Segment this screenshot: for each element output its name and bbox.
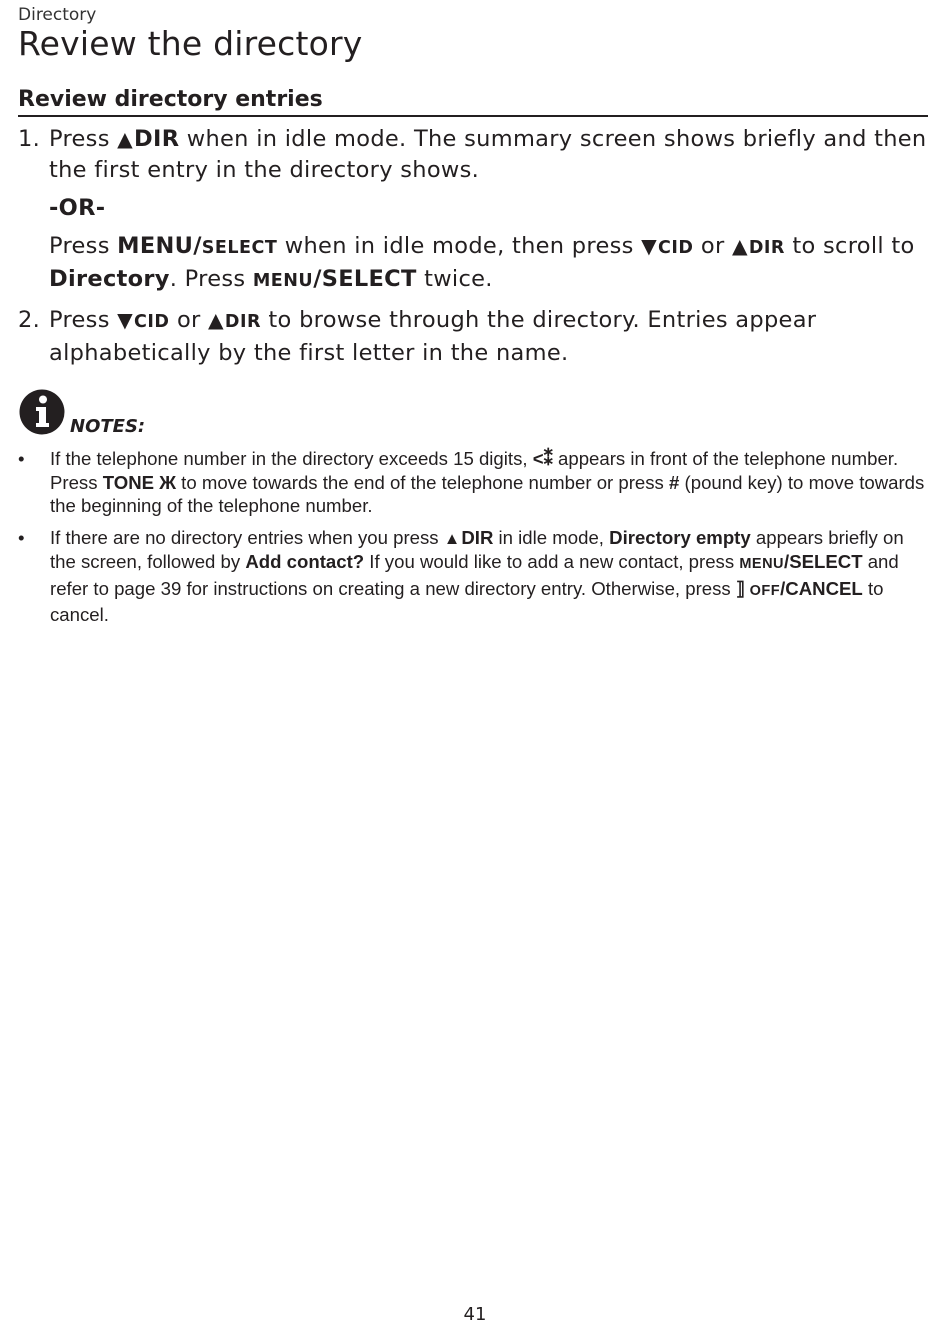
cid-key: CID [134, 312, 170, 332]
page-number: 41 [463, 1304, 487, 1325]
section-label: Directory [18, 5, 97, 25]
dir-key: DIR [748, 238, 785, 258]
bullet: • [18, 448, 25, 469]
backspace-key: < [532, 448, 544, 469]
tone-star-icon: Ж [159, 471, 176, 493]
note-item: • If there are no directory entries when you press ▲DIR in idle mode, Directory empty appears briefly on the screen, followed by Add contact? If you would like to add a new contact, press MENU/SELECT and refer to page 39 for instructions on creating a new directory entry. Otherwise, press ⟧ OFF/CANCEL to cancel. [18, 526, 904, 625]
menu-key: MENU [252, 271, 314, 291]
page-title: Review the directory [18, 24, 363, 63]
steps-list [18, 124, 930, 369]
info-icon [18, 388, 66, 436]
step-number: 1. [18, 126, 41, 152]
up-arrow-icon: ▲ [443, 528, 461, 548]
select-key: SELECT [201, 238, 278, 258]
cancel-key: /CANCEL [780, 577, 863, 599]
down-arrow-icon: ▼ [117, 308, 134, 332]
subsection-heading [18, 86, 928, 117]
notes-list [18, 447, 930, 635]
dir-key: DIR [224, 312, 261, 332]
subsection-title: Review directory entries [18, 87, 323, 112]
step-2-text: Press ▼CID or ▲DIR to browse through the directory. Entries appear alphabetically by the first letter in the name. [49, 307, 817, 366]
star-icon: ⁑ [543, 448, 553, 469]
step-1-alt-text: Press MENU/SELECT when in idle mode, then press ▼CID or ▲DIR to scroll to Directory. Press MENU/SELECT twice. [49, 233, 915, 292]
menu-key: MENU/ [117, 233, 202, 259]
directory-menu-item: Directory [49, 266, 170, 292]
up-arrow-icon: ▲ [117, 127, 134, 151]
step-1-text: Press ▲DIR when in idle mode. The summary screen shows briefly and then the first entry in the directory shows. [49, 126, 927, 183]
directory-empty-text: Directory empty [609, 526, 751, 548]
dir-key: DIR [461, 526, 494, 548]
up-arrow-icon: ▲ [731, 234, 748, 258]
cid-key: CID [657, 238, 694, 258]
step-1 [18, 124, 930, 297]
off-hook-icon: ⟧ [735, 577, 746, 599]
select-key: /SELECT [313, 266, 417, 292]
tone-key: TONE [102, 471, 160, 493]
step-2 [18, 305, 930, 369]
add-contact-text: Add contact? [245, 551, 365, 572]
off-key: OFF [745, 582, 781, 599]
or-separator: -OR- [49, 195, 106, 221]
dir-key: DIR [134, 126, 180, 152]
menu-key: MENU [739, 556, 785, 572]
down-arrow-icon: ▼ [641, 234, 657, 258]
pound-key: # [669, 471, 680, 493]
bullet: • [18, 526, 25, 548]
up-arrow-icon: ▲ [208, 308, 224, 332]
notes-title: NOTES: [70, 416, 146, 437]
note-item: • If the telephone number in the directory exceeds 15 digits, <⁑ appears in front of the telephone number. Press TONE Ж to move towards the end of the telephone number or press # (pound key) to move towards the beginning of the telephone number. [18, 448, 925, 516]
step-number: 2. [18, 307, 41, 333]
select-key: /SELECT [784, 551, 863, 572]
